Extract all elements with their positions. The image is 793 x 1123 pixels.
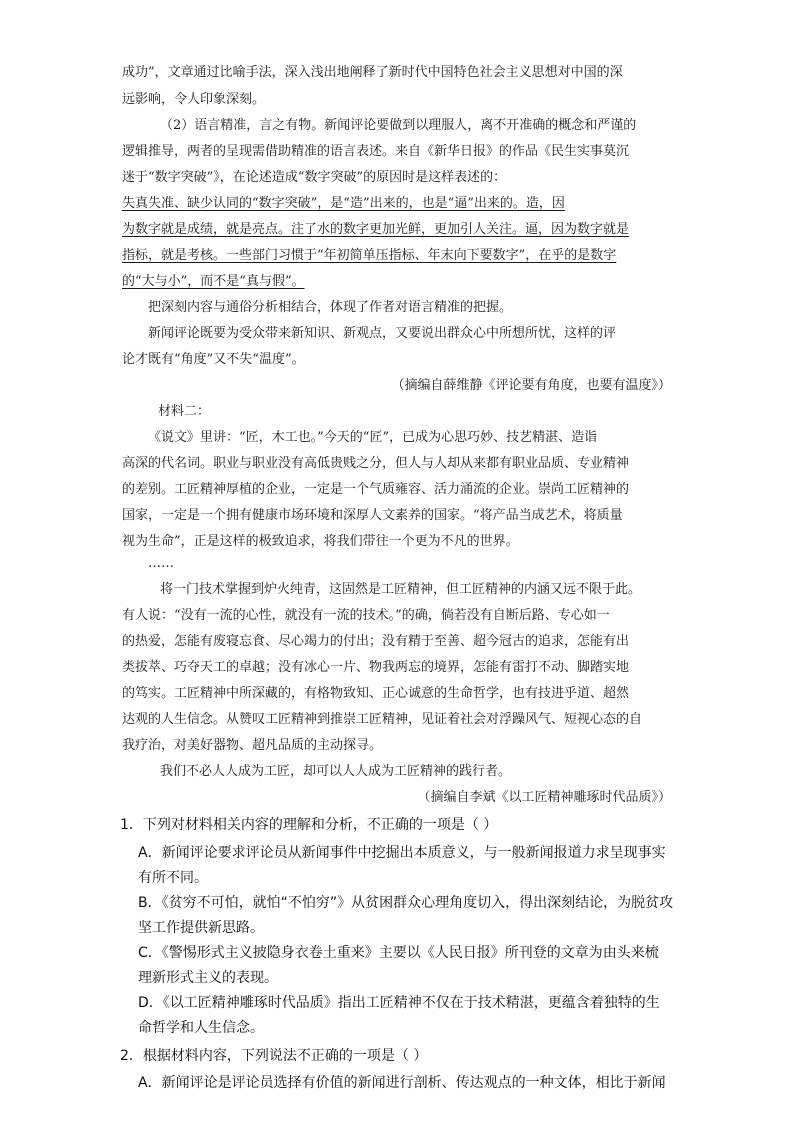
underlined-quote-line: 为数字就是成绩，就是亮点。注了水的数字更加光鲜，更加引人关注。逼，因为数字就是 <box>122 222 630 237</box>
text-line: 达观的人生信念。从赞叹工匠精神到推崇工匠精神，见证着社会对浮躁风气、短视心态的自 <box>122 712 643 727</box>
ellipsis: …… <box>148 556 174 571</box>
question-stem: 2．根据材料内容，下列说法不正确的一项是（ ） <box>120 1048 428 1064</box>
question-option: B．《贫穷不可怕，就怕“不怕穷”》从贫困群众心理角度切入，得出深刻结论，为脱贫攻 <box>138 895 674 911</box>
question-option: D．《以工匠精神雕琢时代品质》指出工匠精神不仅在于技术精湛，更蕴含着独特的生 <box>138 995 660 1011</box>
question-option-cont: 命哲学和人生信念。 <box>138 1020 264 1036</box>
question-option: C．《警惕形式主义披隐身衣卷土重来》主要以《人民日报》所刊登的文章为由头来梳 <box>138 945 659 961</box>
text-line: 新闻评论既要为受众带来新知识、新观点，又要说出群众心中所想所忧，这样的评 <box>148 326 617 341</box>
text-line: 的笃实。工匠精神中所深藏的，有格物致知、正心诚意的生命哲学，也有技进乎道、超然 <box>122 686 630 701</box>
source-citation: （摘编自李斌《以工匠精神雕琢时代品质》） <box>417 790 671 805</box>
text-line: 成功”，文章通过比喻手法，深入浅出地阐释了新时代中国特色社会主义思想对中国的深 <box>122 65 623 80</box>
text-line: 论才既有“角度”又不失“温度”。 <box>122 352 305 367</box>
underlined-quote-line: 的“大与小”，而不是“真与假”。 <box>122 274 305 289</box>
text-line: 类拔萃、巧夺天工的卓越；没有冰心一片、物我两忘的境界，怎能有雷打不动、脚踏实地 <box>122 660 630 675</box>
text-line: 远影响，令人印象深刻。 <box>122 92 266 107</box>
text-line: 把深刻内容与通俗分析相结合，体现了作者对语言精准的把握。 <box>148 300 513 315</box>
question-option-cont: 有所不同。 <box>138 870 208 886</box>
text-line: 逻辑推导，两者的呈现需借助精准的语言表述。来自《新华日报》的作品《民生实事莫沉 <box>122 144 630 159</box>
question-option: A．新闻评论是评论员选择有价值的新闻进行剖析、传达观点的一种文体，相比于新闻 <box>138 1075 666 1091</box>
question-option: A．新闻评论要求评论员从新闻事件中挖掘出本质意义，与一般新闻报道力求呈现事实 <box>138 845 666 861</box>
text-line: 视为生命”，正是这样的极致追求，将我们带往一个更为不凡的世界。 <box>122 534 519 549</box>
text-line: 将一门技术掌握到炉火纯青，这固然是工匠精神，但工匠精神的内涵又远不限于此。 <box>160 582 642 597</box>
text-line: （2）语言精准，言之有物。新闻评论要做到以理服人，离不开准确的概念和严谨的 <box>160 118 637 133</box>
text-line: 我们不必人人成为工匠，却可以人人成为工匠精神的践行者。 <box>160 764 512 779</box>
question-stem: 1．下列对材料相关内容的理解和分析，不正确的一项是（ ） <box>120 817 498 833</box>
text-line: 有人说：“没有一流的心性，就没有一流的技术。”的确，倘若没有自断后路、专心如一 <box>122 608 610 623</box>
underlined-quote-line: 失真失准、缺少认同的“数字突破”，是“造”出来的，也是“逼”出来的。造，因 <box>122 196 565 211</box>
underlined-quote-line: 指标，就是考核。一些部门习惯于“年初简单压指标、年末向下要数字”，在乎的是数字 <box>122 248 617 263</box>
text-line: 我疗治，对美好器物、超凡品质的主动探寻。 <box>122 738 383 753</box>
text-line: 高深的代名词。职业与职业没有高低贵贱之分，但人与人却从来都有职业品质、专业精神 <box>122 456 630 471</box>
text-line: 迷于“数字突破”》，在论述造成“数字突破”的原因时是这样表述的： <box>122 170 507 185</box>
section-label: 材料二： <box>158 404 211 419</box>
source-citation: （摘编自薛维静《评论要有角度，也要有温度》） <box>391 378 671 393</box>
text-line: 的差别。工匠精神厚植的企业，一定是一个气质雍容、活力涌流的企业。崇尚工匠精神的 <box>122 482 630 497</box>
question-option-cont: 坚工作提供新思路。 <box>138 920 264 936</box>
question-option-cont: 理新形式主义的表现。 <box>138 970 278 986</box>
text-line: 的热爱，怎能有废寝忘食、尽心竭力的付出；没有精于至善、超今冠古的追求，怎能有出 <box>122 634 630 649</box>
text-line: 国家，一定是一个拥有健康市场环境和深厚人文素养的国家。“将产品当成艺术，将质量 <box>122 508 623 523</box>
text-line: 《说文》里讲：“匠，木工也。”今天的“匠”，已成为心思巧妙、技艺精湛、造诣 <box>148 430 598 445</box>
